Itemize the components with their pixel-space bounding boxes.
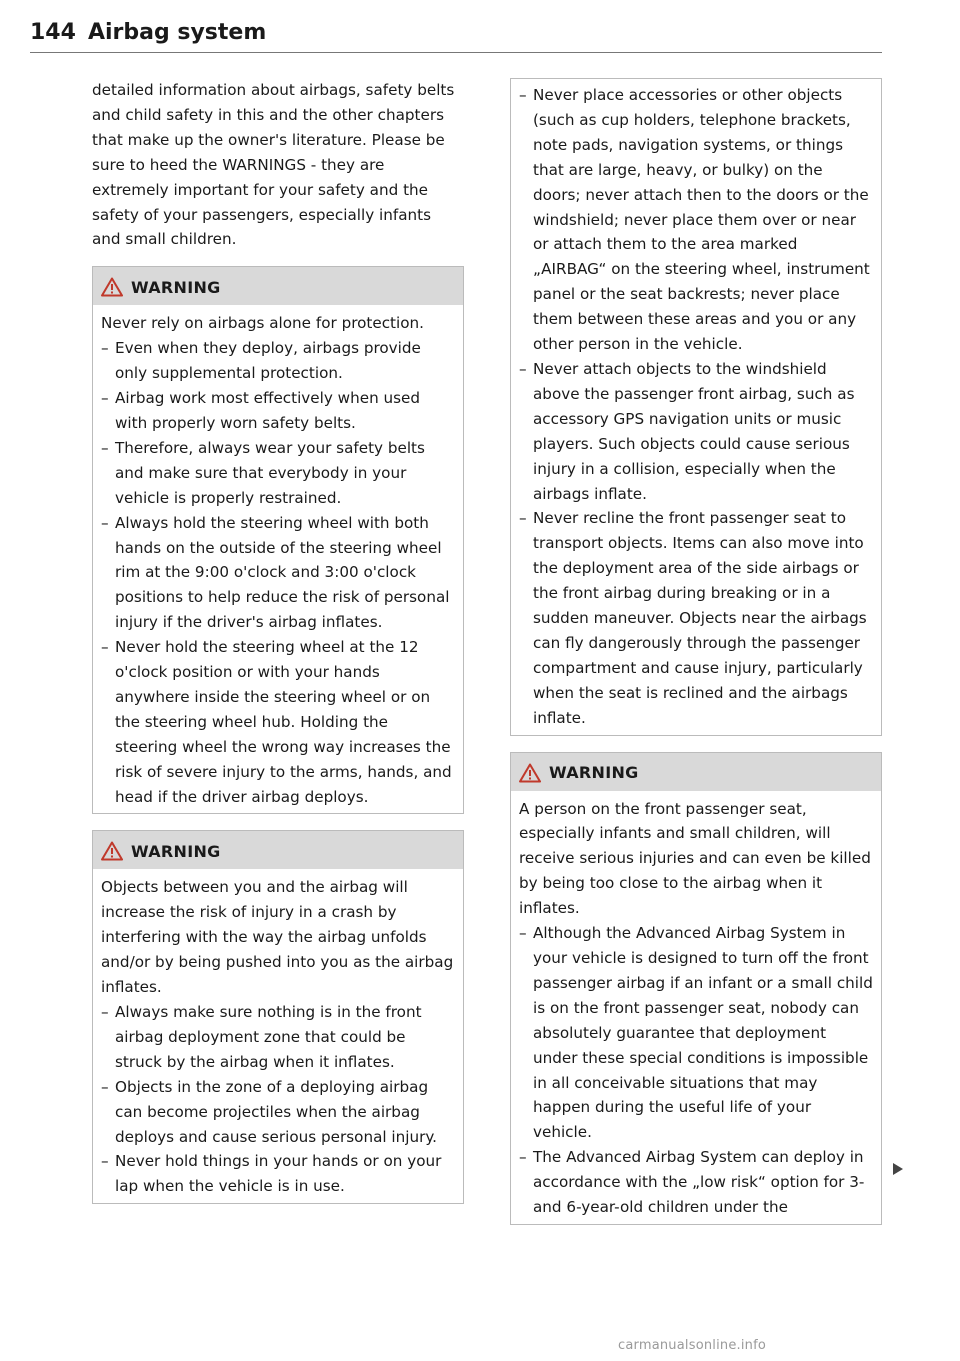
warning-intro: Objects between you and the airbag will increase the risk of injury in a crash by interfering with the way the airbag unfolds and/or by being pushed into you as the airbag inflates. xyxy=(101,878,454,997)
list-item: – Never place accessories or other objects (such as cup holders, telephone brackets, note pads, navigation systems, or things that are large, heavy, or bulky) on the doors; never attach then to the doors or the windshield; never place them over or near or attach them to the area marked „AIRBAG“ on the steering wheel, instrument panel or the seat backrests; never place them between these areas and you or any other person in the vehicle. xyxy=(519,83,873,357)
list-item: – Always hold the steering wheel with both hands on the outside of the steering wheel rim at the 9:00 o'clock and 3:00 o'clock positions to help reduce the risk of personal injury if the driver's airbag inflates. xyxy=(101,511,455,636)
list-item: – Never attach objects to the windshield above the passenger front airbag, such as accessory GPS navigation units or music players. Such objects could cause serious injury in a collision, especially when the airbags inflate. xyxy=(519,357,873,506)
list-item: – Therefore, always wear your safety belts and make sure that everybody in your vehicle is properly restrained. xyxy=(101,436,455,511)
warning-box-continued xyxy=(510,78,882,736)
warning-header xyxy=(93,267,463,305)
page-header xyxy=(30,20,882,45)
list-item: – Even when they deploy, airbags provide only supplemental protection. xyxy=(101,336,455,386)
warning-body xyxy=(511,79,881,735)
warning-list xyxy=(101,336,455,809)
warning-body xyxy=(93,869,463,1203)
warning-list xyxy=(519,83,873,731)
warning-title: WARNING xyxy=(131,841,221,861)
continue-arrow-icon xyxy=(893,1163,903,1175)
warning-title: WARNING xyxy=(549,763,639,783)
warning-box-3 xyxy=(510,752,882,1225)
list-item: – Objects in the zone of a deploying airbag can become projectiles when the airbag deploys and cause serious personal injury. xyxy=(101,1075,455,1150)
list-item: – Always make sure nothing is in the front airbag deployment zone that could be struck by the airbag when it inflates. xyxy=(101,1000,455,1075)
warning-triangle-icon xyxy=(101,841,123,861)
warning-header xyxy=(511,753,881,791)
left-column xyxy=(92,78,464,1216)
warning-triangle-icon xyxy=(101,277,123,297)
section-title: Airbag system xyxy=(87,20,267,45)
page-number: 144 xyxy=(30,20,76,45)
warning-list xyxy=(101,1000,455,1199)
warning-intro: A person on the front passenger seat, especially infants and small children, will receive serious injuries and can even be killed by being too close to the airbag when it inflates. xyxy=(519,799,871,918)
warning-body xyxy=(511,791,881,1224)
header-divider xyxy=(30,52,882,53)
watermark: carmanualsonline.info xyxy=(618,1338,767,1353)
warning-body xyxy=(93,305,463,813)
warning-header xyxy=(93,831,463,869)
warning-list xyxy=(519,921,873,1220)
right-column xyxy=(510,78,882,1237)
warning-box-1 xyxy=(92,266,464,814)
list-item: – The Advanced Airbag System can deploy in accordance with the „low risk“ option for 3- and 6-year-old children under the xyxy=(519,1145,873,1220)
intro-paragraph: detailed information about airbags, safety belts and child safety in this and the other chapters that make up the owner's literature. Please be sure to heed the WARNINGS - they are extremely important for your safety and the safety of your passengers, especially infants and small children. xyxy=(92,81,455,249)
list-item: – Never recline the front passenger seat to transport objects. Items can also move into the deployment area of the side airbags or the front airbag during breaking or in a sudden maneuver. Objects near the airbags can fly dangerously through the passenger compartment and cause injury, particularly when the seat is reclined and the airbags inflate. xyxy=(519,506,873,730)
warning-box-2 xyxy=(92,830,464,1204)
list-item: – Although the Advanced Airbag System in your vehicle is designed to turn off the front passenger airbag if an infant or a small child is on the front passenger seat, nobody can absolutely guarantee that deployment under these special conditions is impossible in all conceivable situations that may happen during the useful life of your vehicle. xyxy=(519,921,873,1145)
warning-intro: Never rely on airbags alone for protection. xyxy=(101,314,424,333)
list-item: – Never hold the steering wheel at the 12 o'clock position or with your hands anywhere inside the steering wheel or on the steering wheel hub. Holding the steering wheel the wrong way increases the risk of severe injury to the arms, hands, and head if the driver airbag deploys. xyxy=(101,635,455,809)
warning-title: WARNING xyxy=(131,277,221,297)
warning-triangle-icon xyxy=(519,763,541,783)
list-item: – Airbag work most effectively when used with properly worn safety belts. xyxy=(101,386,455,436)
list-item: – Never hold things in your hands or on your lap when the vehicle is in use. xyxy=(101,1149,455,1199)
